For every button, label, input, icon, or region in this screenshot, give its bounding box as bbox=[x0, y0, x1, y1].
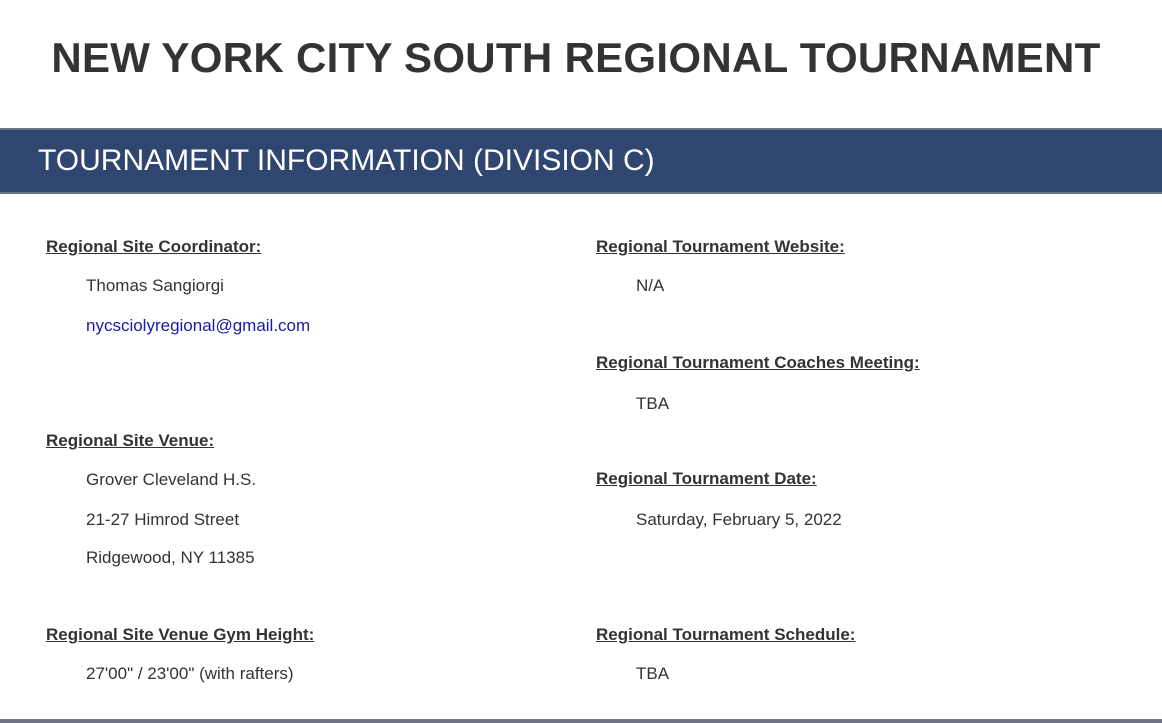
coordinator-label: Regional Site Coordinator: bbox=[46, 237, 262, 256]
coordinator-name: Thomas Sangiorgi bbox=[86, 276, 224, 295]
coaches-meeting-label: Regional Tournament Coaches Meeting: bbox=[596, 353, 920, 372]
gym-height-value: 27'00" / 23'00" (with rafters) bbox=[86, 664, 294, 683]
coaches-meeting-block bbox=[596, 353, 920, 413]
gym-height-block bbox=[46, 625, 315, 683]
website-value: N/A bbox=[636, 276, 665, 295]
schedule-value: TBA bbox=[636, 664, 670, 683]
venue-street: 21-27 Himrod Street bbox=[86, 510, 240, 529]
page-title: NEW YORK CITY SOUTH REGIONAL TOURNAMENT bbox=[51, 34, 1101, 81]
schedule-label: Regional Tournament Schedule: bbox=[596, 625, 856, 644]
section-banner bbox=[0, 128, 1162, 194]
coaches-meeting-value: TBA bbox=[636, 394, 670, 413]
schedule-block bbox=[596, 625, 856, 683]
bottom-divider bbox=[0, 719, 1162, 723]
venue-block bbox=[46, 431, 257, 567]
date-value: Saturday, February 5, 2022 bbox=[636, 510, 842, 529]
website-block bbox=[596, 237, 845, 295]
coordinator-block bbox=[46, 237, 311, 335]
date-label: Regional Tournament Date: bbox=[596, 469, 817, 488]
venue-name: Grover Cleveland H.S. bbox=[86, 470, 257, 489]
gym-height-label: Regional Site Venue Gym Height: bbox=[46, 625, 315, 644]
website-label: Regional Tournament Website: bbox=[596, 237, 845, 256]
venue-city: Ridgewood, NY 11385 bbox=[86, 548, 255, 567]
coordinator-email-link[interactable]: nycsciolyregional@gmail.com bbox=[86, 316, 311, 335]
section-title: TOURNAMENT INFORMATION (DIVISION C) bbox=[38, 144, 655, 177]
date-block bbox=[596, 469, 842, 529]
venue-label: Regional Site Venue: bbox=[46, 431, 215, 450]
